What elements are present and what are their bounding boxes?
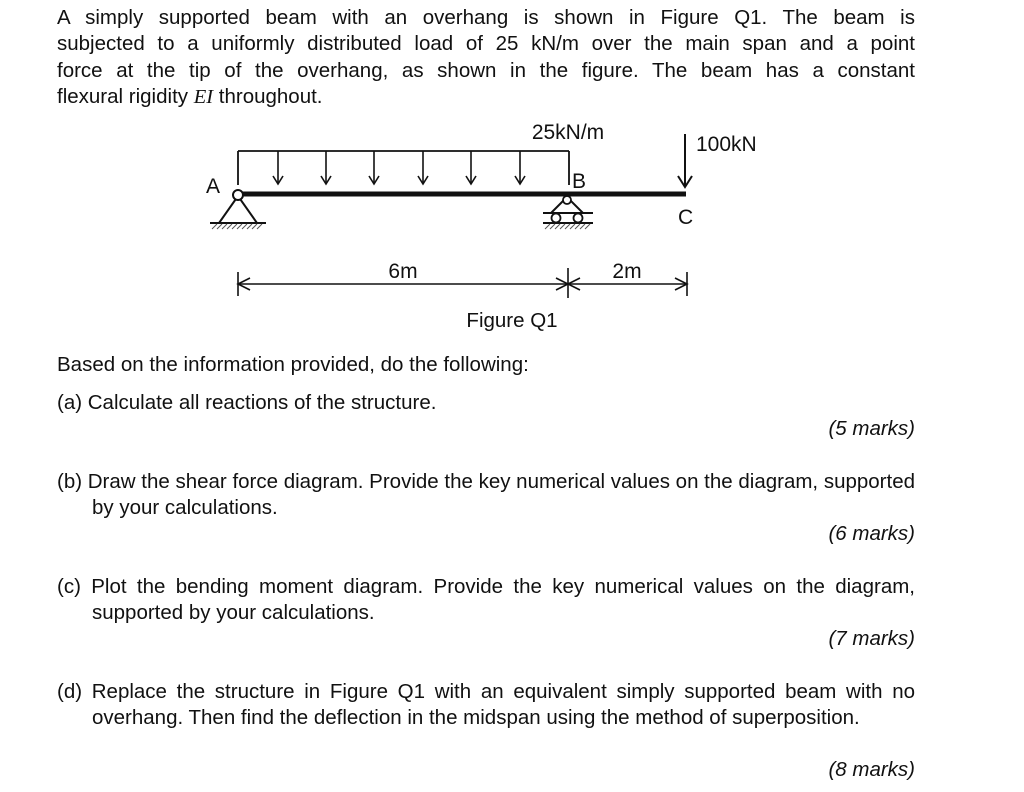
point-load-arrow <box>678 134 692 187</box>
question-c <box>57 574 915 627</box>
point-load-label: 100kN <box>696 133 757 156</box>
roller-support-b <box>543 196 593 229</box>
question-c-marks: (7 marks) <box>828 627 915 650</box>
question-b-marks: (6 marks) <box>828 522 915 545</box>
intro-line-4-pre: flexural rigidity <box>57 84 194 108</box>
question-d-marks: (8 marks) <box>828 758 915 781</box>
span-overhang-label: 2m <box>612 260 642 283</box>
question-b-text: (b) Draw the shear force diagram. Provide the key numerical values on the diagram, supported by your calculations. <box>57 470 916 520</box>
figure-caption: Figure Q1 <box>466 309 558 332</box>
question-a <box>57 390 915 416</box>
intro-line-1: A simply supported beam with an overhang is shown in Figure Q1. The beam is <box>57 6 915 29</box>
question-d <box>57 679 915 732</box>
instructions: Based on the information provided, do the following: <box>57 353 529 376</box>
intro-line-4-post: throughout. <box>213 84 323 108</box>
flexural-rigidity-symbol: EI <box>193 85 214 108</box>
label-c: C <box>678 206 694 229</box>
intro-line-3: force at the tip of the overhang, as shown in the figure. The beam has a constant <box>57 58 915 82</box>
question-d-text: (d) Replace the structure in Figure Q1 with an equivalent simply supported beam with no overhang. Then find the deflection in the midspan using the method of superposition. <box>57 680 915 730</box>
question-a-text: (a) Calculate all reactions of the structure. <box>57 391 437 414</box>
question-b <box>57 469 915 522</box>
label-b: B <box>572 170 587 193</box>
udl-label: 25kN/m <box>531 121 605 144</box>
span-main-label: 6m <box>388 260 418 283</box>
question-c-text: (c) Plot the bending moment diagram. Provide the key numerical values on the diagram, supported by your calculations. <box>57 575 915 625</box>
udl-load <box>238 151 569 185</box>
question-a-marks: (5 marks) <box>828 417 915 440</box>
label-a: A <box>206 175 221 198</box>
beam-diagram <box>0 0 1024 340</box>
intro-line-2: subjected to a uniformly distributed load of 25 kN/m over the main span and a point <box>57 32 915 56</box>
